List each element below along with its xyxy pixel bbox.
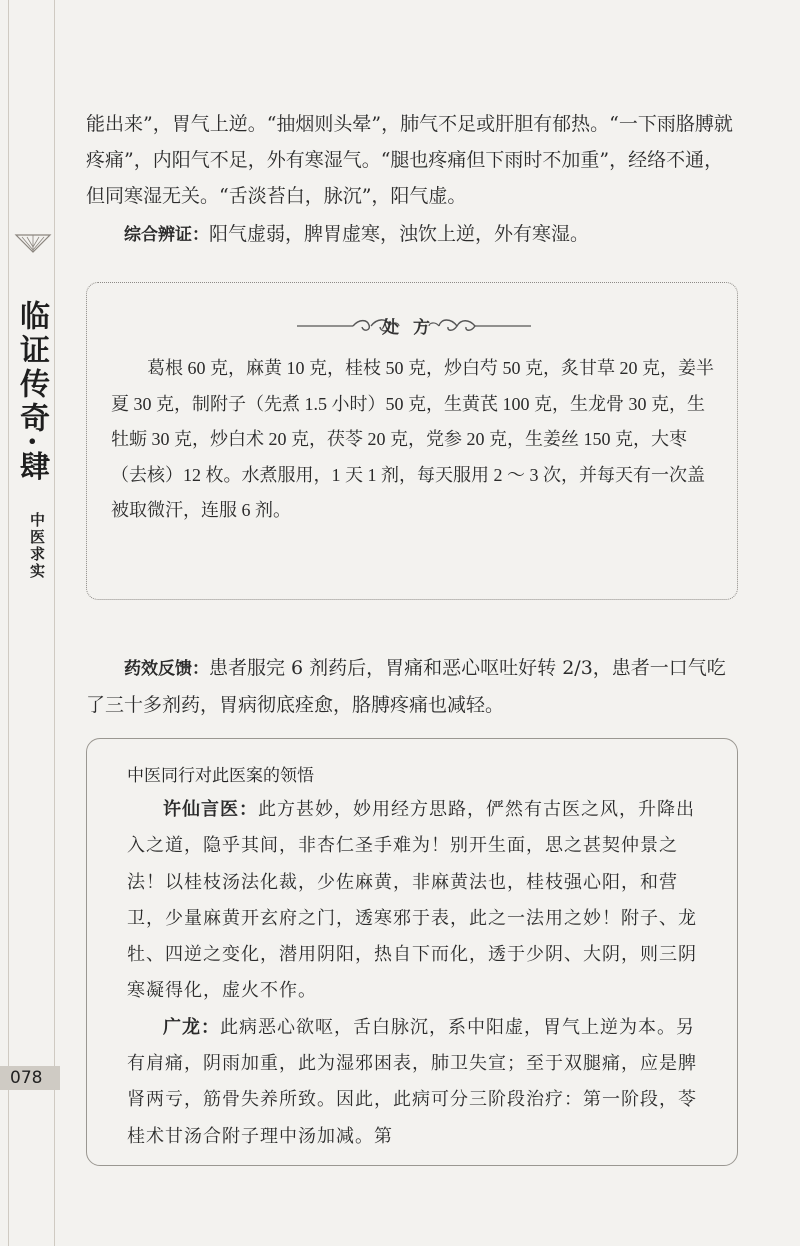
prescription-box [86,282,738,600]
commenter-name: 广龙： [163,1016,220,1037]
margin-rule-right [54,0,55,1246]
comment-paragraph [127,1009,713,1154]
comment-text: 此方甚妙，妙用经方思路，俨然有古医之风，升降出入之道，隐乎其间，非杏仁圣手难为！别开生面，思之甚契仲景之法！以桂枝汤法化裁，少佐麻黄，非麻黄法也，桂枝强心阳，和营卫，少量麻黄开玄府之门，透寒邪于表，此之一法用之妙！附子、龙牡、四逆之变化，潜用阴阳，热自下而化，透于少阴、大阴，则三阴寒凝得化，虚火不作。 [127,799,697,1001]
commenter-name: 许仙言医： [163,799,258,819]
diagnosis-text: 阳气虚弱，脾胃虚寒，浊饮上逆，外有寒湿。 [209,223,590,245]
peer-notes-heading: 中医同行对此医案的领悟 [127,766,314,786]
book-title: 临证传奇·肆 [14,300,49,485]
prescription-text: 葛根 60 克，麻黄 10 克，桂枝 50 克，炒白芍 50 克，炙甘草 20 克，姜半夏 30 克，制附子（先煮 1.5 小时）50 克，生黄芪 100 克，生龙骨 30 克，生牡蛎 30 克，炒白术 20 克，茯苓 20 克，党参 20 克，生姜丝 150 克，大枣（去核）12 枚。水煮服用，1 天 1 剂，每天服用 2 ～ 3 次，并每天有一次盖被取微汗，连服 6 剂。 [111,358,714,520]
peer-notes-body [127,791,713,1154]
margin-rule-left [8,0,9,1246]
comment-paragraph [127,791,713,1009]
book-subtitle: 中医求实 [28,512,46,580]
feedback-paragraph [86,650,738,723]
comment-text: 此病恶心欲呕，舌白脉沉，系中阳虚，胃气上逆为本。另有肩痛，阴雨加重，此为湿邪困表，肺卫失宣；至于双腿痛，应是脾肾两亏，筋骨失养所致。因此，此病可分三阶段治疗：第一阶段，苓桂术甘汤合附子理中汤加减。第 [127,1016,697,1146]
peer-notes-box [86,738,738,1166]
analysis-text: 能出来”，胃气上逆。“抽烟则头晕”，肺气不足或肝胆有郁热。“一下雨胳膊就疼痛”，内阳气不足，外有寒湿气。“腿也疼痛但下雨时不加重”，经络不通，但同寒湿无关。“舌淡苔白，脉沉”，阳气虚。 [86,113,733,207]
right-swirl-ornament-icon [425,317,535,335]
prescription-title: 处方 [382,318,444,338]
diagnosis-label: 综合辨证： [124,225,209,245]
feedback-label: 药效反馈： [124,659,209,679]
fan-ornament-icon [14,232,52,254]
case-analysis-paragraph [86,106,738,214]
diagnosis-paragraph [86,216,738,253]
feedback-text: 患者服完 6 剂药后，胃痛和恶心呕吐好转 2/3，患者一口气吃了三十多剂药，胃病彻底痊愈，胳膊疼痛也减轻。 [86,657,726,716]
page-number: 078 [10,1068,43,1088]
